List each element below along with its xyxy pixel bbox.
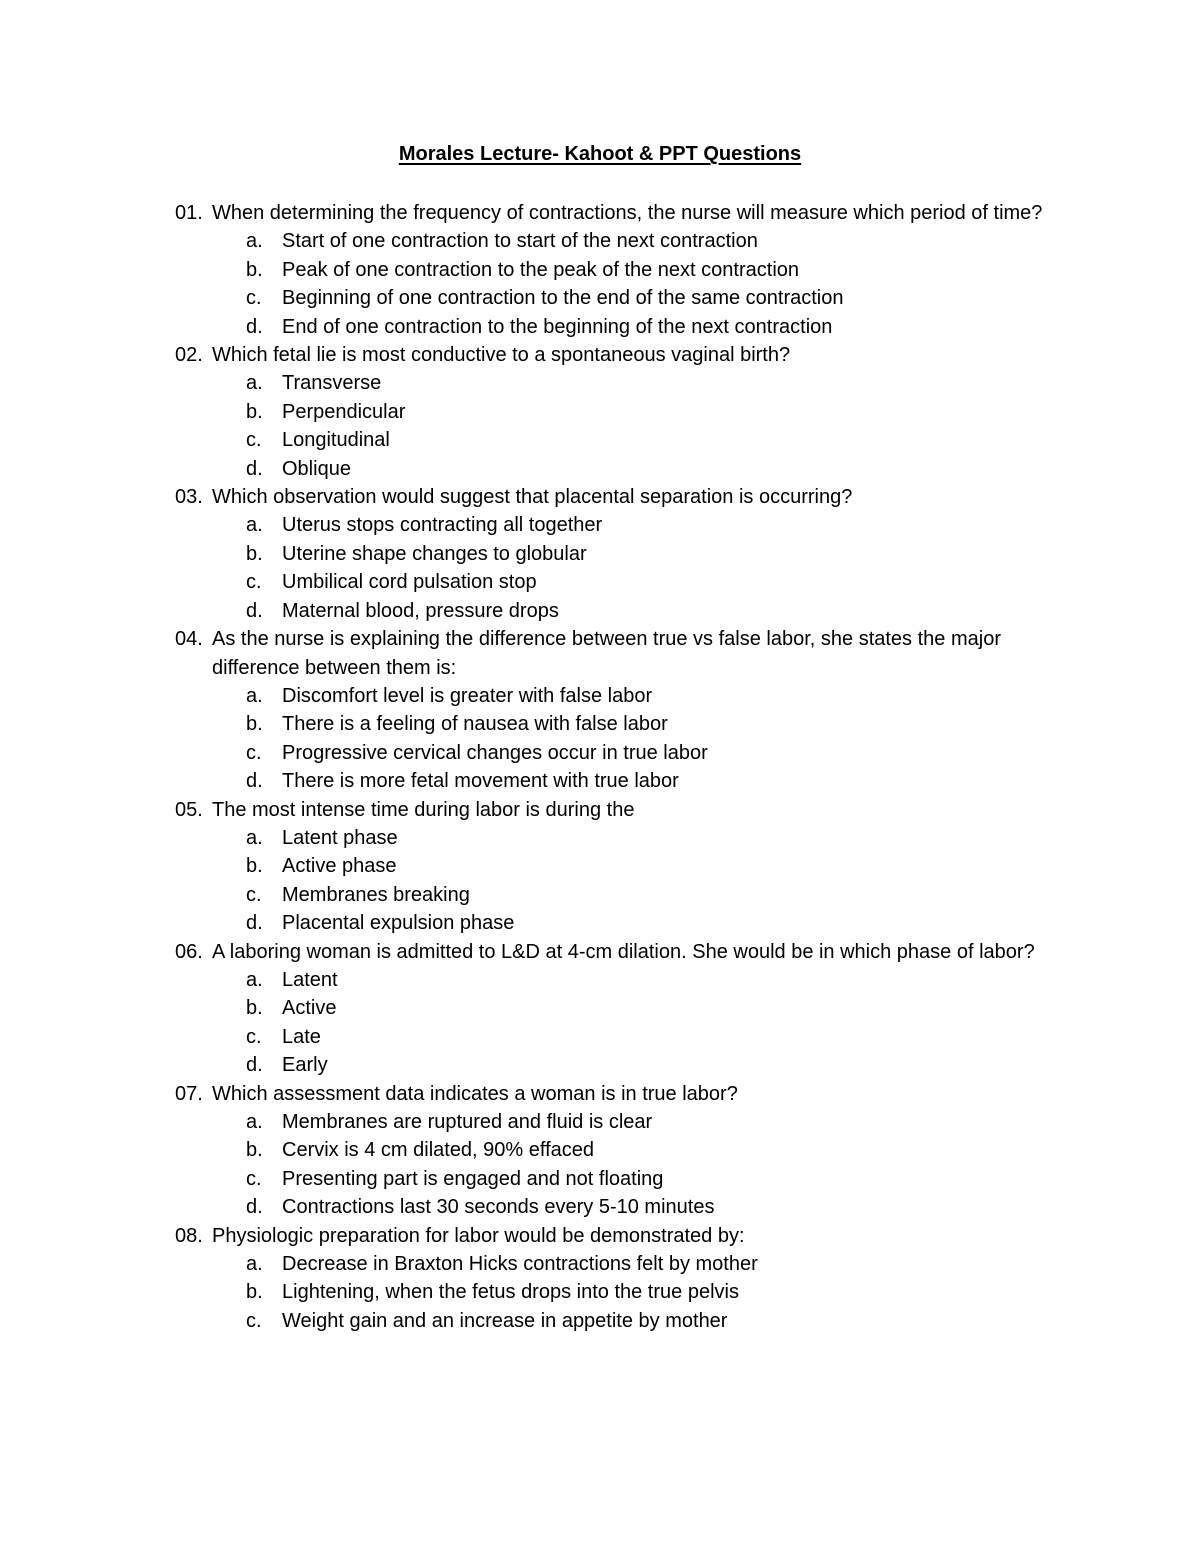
answer-option [246, 398, 1075, 426]
option-text: There is a feeling of nausea with false labor [282, 713, 668, 736]
answer-options [175, 511, 1075, 625]
answer-option [246, 227, 1075, 255]
option-text: Beginning of one contraction to the end of the same contraction [282, 287, 844, 310]
question-number: 07. [175, 1082, 203, 1105]
question-text: Which fetal lie is most conductive to a spontaneous vaginal birth? [212, 344, 791, 367]
question-list [175, 199, 1075, 1335]
option-text: Umbilical cord pulsation stop [282, 571, 537, 594]
answer-option [246, 256, 1075, 284]
option-letter: c. [246, 741, 262, 764]
question-text: Physiologic preparation for labor would be demonstrated by: [212, 1224, 745, 1247]
option-text: Active [282, 997, 337, 1020]
option-text: Late [282, 1025, 321, 1048]
option-text: Placental expulsion phase [282, 912, 515, 935]
answer-option [246, 852, 1075, 880]
question-item [175, 199, 1075, 341]
answer-options [175, 369, 1075, 483]
option-letter: b. [246, 258, 263, 281]
answer-option [246, 1136, 1075, 1164]
option-letter: c. [246, 1309, 262, 1332]
answer-option [246, 1108, 1075, 1136]
question-stem [175, 341, 1075, 369]
question-stem [175, 1080, 1075, 1108]
question-text: Which assessment data indicates a woman is in true labor? [212, 1082, 738, 1105]
question-item [175, 483, 1075, 625]
option-letter: a. [246, 968, 263, 991]
option-text: Maternal blood, pressure drops [282, 599, 559, 622]
question-item [175, 1080, 1075, 1222]
answer-option [246, 824, 1075, 852]
question-number: 03. [175, 486, 203, 509]
answer-option [246, 369, 1075, 397]
answer-option [246, 568, 1075, 596]
question-number: 05. [175, 798, 203, 821]
question-text: Which observation would suggest that placental separation is occurring? [212, 486, 853, 509]
option-letter: c. [246, 571, 262, 594]
option-text: Lightening, when the fetus drops into the true pelvis [282, 1281, 739, 1304]
option-text: Progressive cervical changes occur in true labor [282, 741, 708, 764]
option-text: Discomfort level is greater with false labor [282, 684, 653, 707]
option-text: Presenting part is engaged and not floating [282, 1167, 664, 1190]
option-text: Peak of one contraction to the peak of the next contraction [282, 258, 800, 281]
option-text: Weight gain and an increase in appetite by mother [282, 1309, 728, 1332]
option-letter: b. [246, 400, 263, 423]
option-text: End of one contraction to the beginning of the next contraction [282, 315, 833, 338]
option-letter: c. [246, 1167, 262, 1190]
question-stem [175, 483, 1075, 511]
question-number: 01. [175, 202, 203, 224]
option-letter: d. [246, 1196, 263, 1219]
option-text: Early [282, 1054, 328, 1077]
option-letter: b. [246, 1281, 263, 1304]
question-stem [175, 938, 1075, 966]
option-letter: b. [246, 713, 263, 736]
answer-option [246, 313, 1075, 341]
option-text: Uterine shape changes to globular [282, 542, 587, 565]
option-text: Membranes breaking [282, 883, 470, 906]
question-text: The most intense time during labor is during the [212, 798, 635, 821]
question-item [175, 341, 1075, 483]
option-text: Membranes are ruptured and fluid is clear [282, 1111, 653, 1133]
question-number: 08. [175, 1224, 203, 1247]
answer-option [246, 511, 1075, 539]
answer-option [246, 1278, 1075, 1306]
answer-option [246, 739, 1075, 767]
option-letter: d. [246, 315, 263, 338]
question-text: When determining the frequency of contractions, the nurse will measure which period of time? [212, 202, 1043, 224]
option-text: Contractions last 30 seconds every 5-10 minutes [282, 1196, 715, 1219]
option-letter: d. [246, 1054, 263, 1077]
question-stem [175, 1222, 1075, 1250]
answer-option [246, 1023, 1075, 1051]
answer-options [175, 966, 1075, 1080]
option-letter: d. [246, 599, 263, 622]
question-item [175, 625, 1075, 795]
option-text: Transverse [282, 372, 382, 395]
option-text: Perpendicular [282, 400, 406, 423]
answer-option [246, 966, 1075, 994]
question-number: 04. [175, 628, 203, 651]
option-letter: a. [246, 1111, 263, 1133]
answer-option [246, 1307, 1075, 1335]
option-letter: b. [246, 542, 263, 565]
option-text: Active phase [282, 855, 397, 878]
option-letter: d. [246, 770, 263, 793]
option-letter: c. [246, 1025, 262, 1048]
question-stem [175, 796, 1075, 824]
question-item [175, 796, 1075, 938]
answer-option [246, 284, 1075, 312]
answer-option [246, 881, 1075, 909]
option-text: Longitudinal [282, 429, 390, 452]
option-letter: c. [246, 287, 262, 310]
answer-options [175, 1108, 1075, 1222]
answer-options [175, 824, 1075, 938]
option-text: Decrease in Braxton Hicks contractions felt by mother [282, 1253, 758, 1276]
answer-option [246, 767, 1075, 795]
question-item [175, 1222, 1075, 1336]
option-text: Oblique [282, 457, 351, 480]
answer-option [246, 710, 1075, 738]
answer-options [175, 227, 1075, 341]
option-letter: a. [246, 1253, 263, 1276]
answer-option [246, 994, 1075, 1022]
option-letter: b. [246, 997, 263, 1020]
option-letter: a. [246, 514, 263, 537]
answer-option [246, 682, 1075, 710]
answer-option [246, 426, 1075, 454]
answer-option [246, 455, 1075, 483]
option-letter: a. [246, 684, 263, 707]
option-text: There is more fetal movement with true labor [282, 770, 679, 793]
question-text: As the nurse is explaining the difference between true vs false labor, she states the major difference between them is: [212, 628, 1001, 679]
question-number: 02. [175, 344, 203, 367]
option-text: Latent [282, 968, 338, 991]
option-letter: d. [246, 912, 263, 935]
question-stem [175, 625, 1075, 682]
option-text: Latent phase [282, 826, 398, 849]
answer-option [246, 540, 1075, 568]
answer-option [246, 1250, 1075, 1278]
answer-option [246, 1165, 1075, 1193]
question-text: A laboring woman is admitted to L&D at 4-cm dilation. She would be in which phase of labor? [212, 940, 1035, 963]
option-letter: b. [246, 855, 263, 878]
question-number: 06. [175, 940, 203, 963]
answer-option [246, 597, 1075, 625]
option-letter: a. [246, 230, 263, 253]
answer-option [246, 1193, 1075, 1221]
document-title: Morales Lecture- Kahoot & PPT Questions [398, 143, 802, 165]
option-letter: d. [246, 457, 263, 480]
option-letter: c. [246, 883, 262, 906]
option-letter: b. [246, 1139, 263, 1162]
option-letter: c. [246, 429, 262, 452]
option-letter: a. [246, 372, 263, 395]
question-stem [175, 199, 1075, 227]
option-text: Uterus stops contracting all together [282, 514, 603, 537]
answer-options [175, 682, 1075, 796]
answer-option [246, 1051, 1075, 1079]
answer-options [175, 1250, 1075, 1335]
answer-option [246, 909, 1075, 937]
option-letter: a. [246, 826, 263, 849]
question-item [175, 938, 1075, 1080]
option-text: Start of one contraction to start of the next contraction [282, 230, 758, 253]
option-text: Cervix is 4 cm dilated, 90% effaced [282, 1139, 595, 1162]
